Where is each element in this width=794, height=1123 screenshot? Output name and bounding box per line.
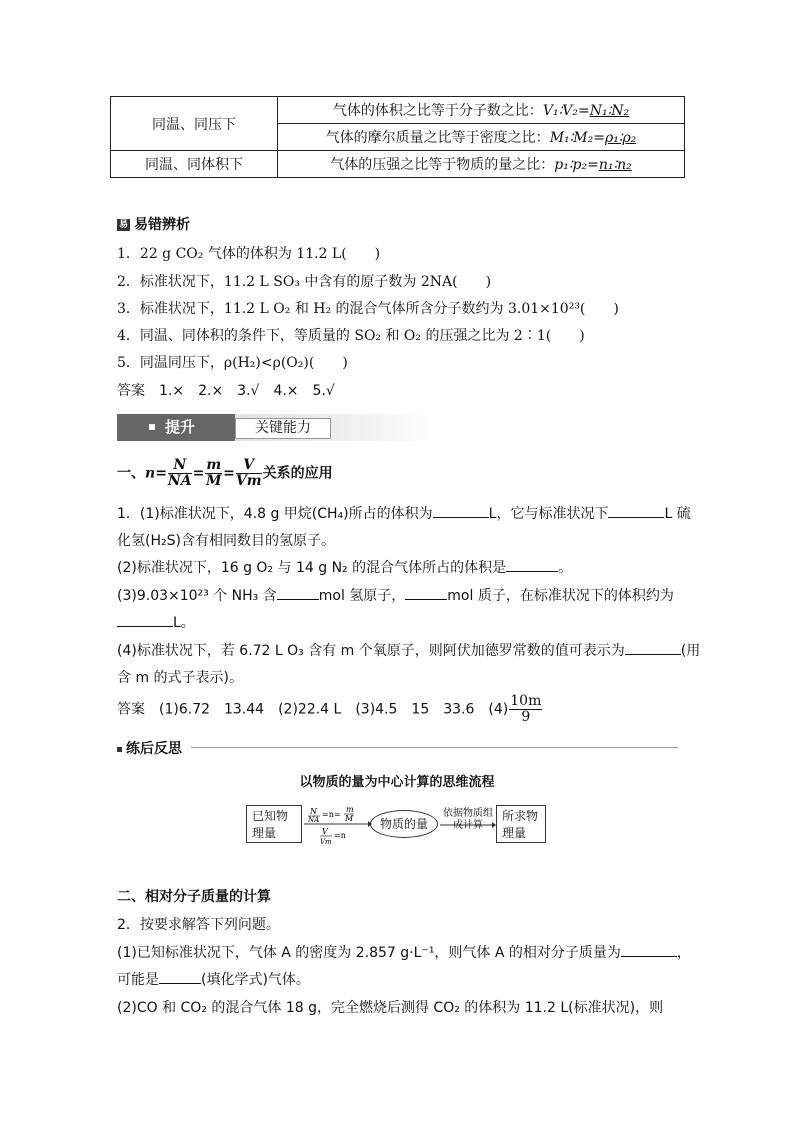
error-item-4: 4．同温、同体积的条件下，等质量的 SO₂ 和 O₂ 的压强之比为 2∶1( ) [117,328,585,344]
q2-2-line-1: (2)CO 和 CO₂ 的混合气体 18 g，完全燃烧后测得 CO₂ 的体积为 11.2 L(标准状况)，则 [117,1000,664,1016]
error-item-2: 2．标准状况下，11.2 L SO₃ 中含有的原子数为 2NA( ) [117,274,492,290]
answer-blank[interactable] [506,559,558,572]
q2-1-line-1: (1)已知标准状况下，气体 A 的密度为 2.857 g·L⁻¹，则气体 A 的相对分子质量为 ， [117,945,691,961]
banner-improve: 提升 [117,414,235,441]
molar-mass-ratio-text: 气体的摩尔质量之比等于密度之比： [325,130,550,146]
svg-text:NA: NA [308,816,320,824]
answer-blank[interactable] [625,642,681,655]
q1-line-5: L。 [117,612,195,632]
known-quantity-box: 已知物理量 [246,805,302,843]
volume-ratio-text: 气体的体积之比等于分子数之比： [332,103,543,119]
q1-line-2: 化氢(H₂S)含有相同数目的氢原子。 [117,533,335,549]
banner-key-ability: 关键能力 [235,418,331,439]
svg-text:N: N [310,807,317,816]
answer-blank[interactable] [159,971,201,984]
section-2-heading: 二、相对分子质量的计算 [117,889,271,905]
svg-text:=n: =n [334,831,346,840]
amount-of-substance-oval: 物质的量 [370,810,438,838]
svg-text:=n=: =n= [322,810,341,819]
answer-blank[interactable] [117,614,173,627]
error-answer: 答案 1.× 2.× 3.√ 4.× 5.√ [117,383,335,399]
volume-ratio-row [278,97,685,124]
volume-ratio-answer: N₁∶N₂ [589,103,630,119]
pressure-ratio-answer: n₁∶n₂ [598,157,632,173]
pressure-ratio-row [278,151,685,178]
svg-text:M: M [345,814,354,823]
pressure-ratio-formula: p₁∶p₂= [554,157,599,173]
svg-text:V: V [322,827,328,836]
q2-1-line-2: 可能是 (填化学式)气体。 [117,972,310,988]
q1-line-7: 含 m 的式子表示)。 [117,670,243,686]
diagram-title: 以物质的量为中心计算的思维流程 [299,775,495,790]
molar-mass-ratio-answer: ρ₁∶ρ₂ [604,130,637,146]
volume-ratio-formula: V₁∶V₂= [542,103,590,119]
q1-line-3: (2)标准状况下，16 g O₂ 与 14 g N₂ 的混合气体所占的体积是 。 [117,560,573,576]
answer-blank[interactable] [277,587,319,600]
q1-line-1: 1．(1)标准状况下，4.8 g 甲烷(CH₄)所占的体积为 L，它与标准状况下 L 硫 [117,506,691,522]
q2-intro: 2．按要求解答下列问题。 [117,917,280,933]
answer-blank[interactable] [433,505,489,518]
section-1-heading: 一、n= $\frac{N}{NA}$ = $\frac{m}{M}$ = $\frac{V}{Vm}$ 关系的应用 [117,457,333,489]
error-item-5: 5．同温同压下，ρ(H₂)<ρ(O₂)( ) [117,355,348,371]
q1-line-4: (3)9.03×10²³ 个 NH₃ 含 mol 氢原子， mol 质子，在标准状况下的体积约为 [117,588,674,604]
error-item-1: 1．22 g CO₂ 气体的体积为 11.2 L( ) [117,246,381,262]
error-analysis-icon: 易 [118,220,128,230]
molar-mass-ratio-formula: M₁∶M₂= [549,130,605,146]
cond-same-t-v: 同温、同体积下 [111,151,278,178]
error-analysis-heading: 易 易错辨析 [118,217,190,233]
molar-mass-ratio-row [278,124,685,151]
q1-answer: 答案 (1)6.72 13.44 (2)22.4 L (3)4.5 15 33.6 (4) $\frac{10m}{9}$ [117,693,542,725]
cond-same-t-p: 同温、同压下 [111,97,278,151]
calc-basis-label: 依据物质组成计算 [443,808,493,831]
target-quantity-box: 所求物理量 [496,805,546,843]
answer-blank[interactable] [405,587,447,600]
gas-law-table [110,96,685,178]
answer-blank[interactable] [608,505,664,518]
improve-banner [117,414,433,441]
flow-arrow-1 [302,800,372,850]
reflection-divider [191,747,678,748]
reflection-heading: 练后反思 [117,738,182,758]
svg-text:Vm: Vm [320,838,332,846]
answer-blank[interactable] [621,944,677,957]
error-item-3: 3．标准状况下，11.2 L O₂ 和 H₂ 的混合气体所含分子数约为 3.01×10²³( ) [117,301,619,317]
svg-text:m: m [346,805,354,814]
q1-line-6: (4)标准状况下，若 6.72 L O₃ 含有 m 个氧原子，则阿伏加德罗常数的值可表示为 (用 [117,643,701,659]
pressure-ratio-text: 气体的压强之比等于物质的量之比： [330,157,555,173]
